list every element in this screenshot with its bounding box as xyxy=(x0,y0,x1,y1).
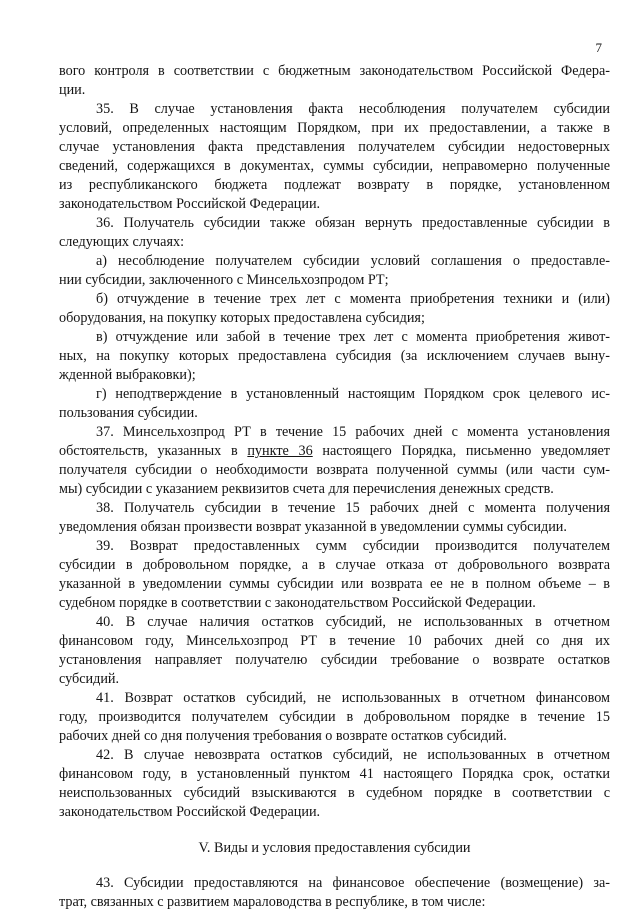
text-line: указанной в уведомлении суммы субсидии или возврата ее не в полном объеме – в xyxy=(59,576,610,592)
text-line: жденной выбраковки); xyxy=(59,367,196,383)
paragraph-40-start: 40. В случае наличия остатков субсидий, не использованных в отчетном xyxy=(96,614,610,630)
text-line: ных, на покупку которых предоставлена субсидия (за исключением случаев выну- xyxy=(59,348,610,364)
item-v-start: в) отчуждение или забой в течение трех лет с момента приобретения живот- xyxy=(96,329,610,345)
text-line: ции. xyxy=(59,82,86,98)
text-line: пользования субсидии. xyxy=(59,405,198,421)
paragraph-37-start: 37. Минсельхозпрод РТ в течение 15 рабочих дней с момента установления xyxy=(96,424,610,440)
paragraph-39-start: 39. Возврат предоставленных сумм субсидии производится получателем xyxy=(96,538,610,554)
text-line: мы) субсидии с указанием реквизитов счета для перечисления денежных средств. xyxy=(59,481,554,497)
text-line: трат, связанных с развитием мараловодства в республике, в том числе: xyxy=(59,894,486,910)
text-line: финансовом году, Минсельхозпрод РТ в течение 10 рабочих дней со дня их xyxy=(59,633,610,649)
text-line: установления направляет получателю субсидии требование о возврате остатков xyxy=(59,652,610,668)
text-line: году, производится получателем субсидии в добровольном порядке в течение 15 xyxy=(59,709,610,725)
paragraph-35-start: 35. В случае установления факта несоблюдения получателем субсидии xyxy=(96,101,610,117)
section-heading: V. Виды и условия предоставления субсидии xyxy=(198,840,471,856)
text-line: нии субсидии, заключенного с Минсельхозпродом РТ; xyxy=(59,272,389,288)
text-line: финансовом году, в установленный пунктом 41 настоящего Порядка срок, остатки xyxy=(59,766,610,782)
text-line: оборудования, на покупку которых предоставлена субсидия; xyxy=(59,310,425,326)
text-line: рабочих дней со дня получения требования о возврате остатков субсидий. xyxy=(59,728,507,744)
text-line: случае установления факта представления получателем субсидии недостоверных xyxy=(59,139,610,155)
text-line: законодательством Российской Федерации. xyxy=(59,804,321,820)
text-line: законодательством Российской Федерации. xyxy=(59,196,321,212)
text-line: уведомления обязан произвести возврат указанной в уведомлении суммы субсидии. xyxy=(59,519,567,535)
paragraph-43-start: 43. Субсидии предоставляются на финансовое обеспечение (возмещение) за- xyxy=(96,875,610,891)
paragraph-41-start: 41. Возврат остатков субсидий, не использованных в отчетном финансовом xyxy=(96,690,610,706)
text-segment: обстоятельств, указанных в xyxy=(59,443,238,459)
text-line: вого контроля в соответствии с бюджетным законодательством Российской Федера- xyxy=(59,63,610,79)
text-line: субсидии в добровольном порядке, а в случае отказа от добровольного возврата xyxy=(59,557,610,573)
text-line-with-link xyxy=(59,442,610,461)
item-b-start: б) отчуждение в течение трех лет с момента приобретения техники и (или) xyxy=(96,291,610,307)
text-segment: настоящего Порядка, письменно уведомляет xyxy=(322,443,610,459)
text-line: неиспользованных субсидий взыскиваются в судебном порядке в соответствии с xyxy=(59,785,610,801)
item-g-start: г) неподтверждение в установленный настоящим Порядком срок целевого ис- xyxy=(96,386,610,402)
item-a-start: а) несоблюдение получателем субсидии условий соглашения о предоставле- xyxy=(96,253,610,269)
text-line: получателя субсидии о необходимости возврата полученной суммы (или части сум- xyxy=(59,462,610,478)
text-line: из республиканского бюджета подлежат возврату в порядке, установленном xyxy=(59,177,610,193)
paragraph-38-start: 38. Получатель субсидии в течение 15 рабочих дней с момента получения xyxy=(96,500,610,516)
page-number: 7 xyxy=(595,40,602,55)
point-36-link[interactable]: пункте 36 xyxy=(247,443,313,459)
paragraph-36-start: 36. Получатель субсидии также обязан вернуть предоставленные субсидии в xyxy=(96,215,610,231)
text-line: следующих случаях: xyxy=(59,234,185,250)
text-line: судебном порядке в соответствии с законодательством Российской Федерации. xyxy=(59,595,536,611)
paragraph-42-start: 42. В случае невозврата остатков субсидий, не использованных в отчетном xyxy=(96,747,610,763)
text-line: сведений, содержащихся в документах, суммы субсидии, неправомерно полученные xyxy=(59,158,610,174)
text-line: субсидий. xyxy=(59,671,120,687)
text-line: условий, определенных настоящим Порядком, при их предоставлении, а также в xyxy=(59,120,610,136)
